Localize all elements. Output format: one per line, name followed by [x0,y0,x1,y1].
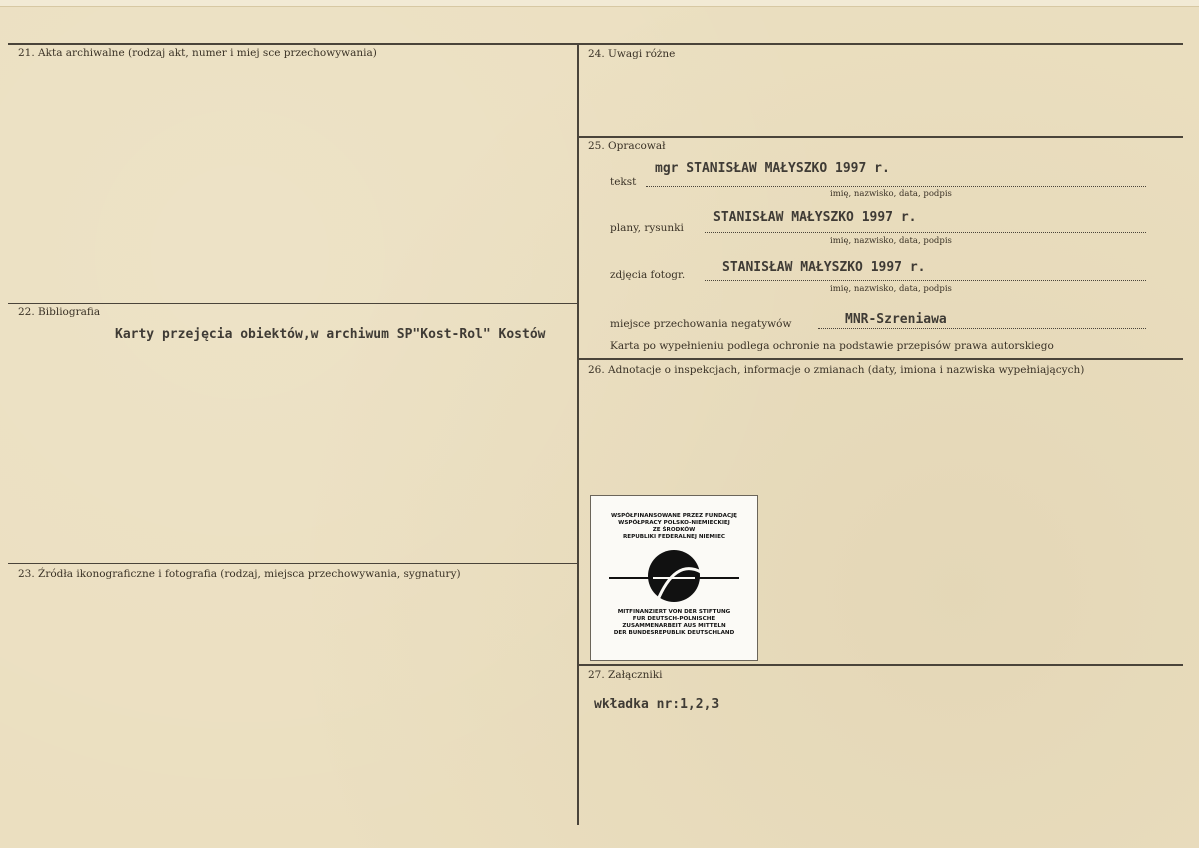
copyright-note: Karta po wypełnieniu podlega ochronie na podstawie przepisów prawa autorskiego [610,340,1054,352]
tekst-caption: imię, nazwisko, data, podpis [830,189,952,199]
section-27-label: 27. Załączniki [588,669,663,681]
paper-edge [0,0,1199,7]
stamp-polish-line-4: REPUBLIKI FEDERALNEJ NIEMIEC [622,534,726,540]
plany-line [705,232,1146,233]
section-24-label: 24. Uwagi różne [588,48,676,60]
top-rule [8,43,1183,45]
tekst-line [646,186,1146,187]
stamp-german-line-1: MITFINANZIERT VON DER STIFTUNG [617,609,731,615]
section-25-label: 25. Opracował [588,140,666,152]
foundation-stamp [590,495,758,661]
center-divider [577,43,579,825]
rule-25-26 [578,358,1183,360]
bibliography-entry: Karty przejęcia obiektów,w archiwum SP"Kost-Rol" Kostów [115,327,546,342]
attachments-entry: wkładka nr:1,2,3 [594,697,720,712]
tekst-value: mgr STANISŁAW MAŁYSZKO 1997 r. [655,161,890,176]
section-21-label: 21. Akta archiwalne (rodzaj akt, numer i miej sce przechowywania) [18,47,377,59]
stamp-polish-line-3: ZE ŚRODKÓW [652,527,696,533]
zdjecia-line [705,280,1146,281]
negatives-value: MNR-Szreniawa [845,312,947,327]
tekst-label: tekst [610,176,637,188]
section-23-label: 23. Źródła ikonograficzne i fotografia (rodzaj, miejsca przechowywania, sygnatury) [18,568,461,580]
plany-value: STANISŁAW MAŁYSZKO 1997 r. [713,210,917,225]
negatives-label: miejsce przechowania negatywów [610,318,792,330]
rule-24-25 [578,136,1183,138]
rule-21-22 [8,303,578,304]
plany-caption: imię, nazwisko, data, podpis [830,236,952,246]
rule-22-23 [8,563,578,564]
zdjecia-caption: imię, nazwisko, data, podpis [830,284,952,294]
plany-label: plany, rysunki [610,222,684,234]
stamp-german-line-3: ZUSAMMENARBEIT AUS MITTELN [622,623,726,629]
zdjecia-label: zdjęcia fotogr. [610,269,686,281]
section-26-label: 26. Adnotacje o inspekcjach, informacje o zmianach (daty, imiona i nazwiska wypełniających) [588,364,1085,376]
section-22-label: 22. Bibliografia [18,306,101,318]
stamp-polish-line-1: WSPÓŁFINANSOWANE PRZEZ FUNDACJĘ [610,513,738,519]
stamp-german-line-4: DER BUNDESREPUBLIK DEUTSCHLAND [613,630,735,636]
stamp-german-line-2: FUR DEUTSCH-POLNISCHE [632,616,716,622]
rule-26-27 [578,664,1183,666]
stamp-polish-line-2: WSPÓŁPRACY POLSKO-NIEMIECKIEJ [618,520,730,526]
negatives-line [818,328,1146,329]
zdjecia-value: STANISŁAW MAŁYSZKO 1997 r. [722,260,926,275]
bridge-logo-icon [609,548,739,608]
